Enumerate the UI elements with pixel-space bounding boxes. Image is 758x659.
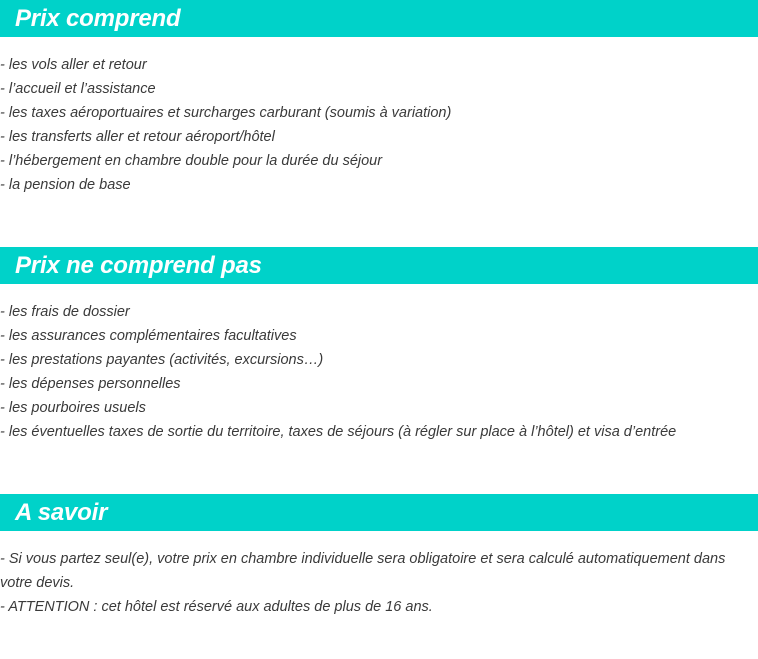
section-a-savoir bbox=[0, 494, 758, 619]
list-item: - les frais de dossier bbox=[0, 304, 130, 320]
list-item: - les pourboires usuels bbox=[0, 400, 146, 416]
note-paragraph: - ATTENTION : cet hôtel est réservé aux adultes de plus de 16 ans. bbox=[0, 599, 433, 615]
section-title: Prix ne comprend pas bbox=[15, 251, 262, 279]
section-title: A savoir bbox=[15, 498, 108, 526]
section-title: Prix comprend bbox=[15, 4, 181, 32]
list-item: - la pension de base bbox=[0, 177, 131, 193]
list-item: - les vols aller et retour bbox=[0, 57, 147, 73]
list-item: - les taxes aéroportuaires et surcharges carburant (soumis à variation) bbox=[0, 105, 452, 121]
list-item: - les assurances complémentaires facultatives bbox=[0, 328, 297, 344]
included-list bbox=[0, 53, 758, 197]
excluded-list bbox=[0, 300, 758, 444]
section-prix-comprend bbox=[0, 0, 758, 197]
list-item: - les dépenses personnelles bbox=[0, 376, 181, 392]
note-paragraph: - Si vous partez seul(e), votre prix en chambre individuelle sera obligatoire et sera calculé automatiquement dans votre devis. bbox=[0, 551, 726, 591]
section-header-band bbox=[0, 494, 758, 531]
section-prix-ne-comprend-pas bbox=[0, 247, 758, 444]
section-header-band bbox=[0, 0, 758, 37]
list-item: - les prestations payantes (activités, excursions…) bbox=[0, 352, 324, 368]
list-item: - les transferts aller et retour aéroport/hôtel bbox=[0, 129, 275, 145]
notes-block bbox=[0, 547, 758, 619]
list-item: - l’hébergement en chambre double pour la durée du séjour bbox=[0, 153, 383, 169]
section-header-band bbox=[0, 247, 758, 284]
list-item: - l’accueil et l’assistance bbox=[0, 81, 156, 97]
list-item: - les éventuelles taxes de sortie du territoire, taxes de séjours (à régler sur place à l’hôtel) et visa d’entrée bbox=[0, 424, 677, 440]
